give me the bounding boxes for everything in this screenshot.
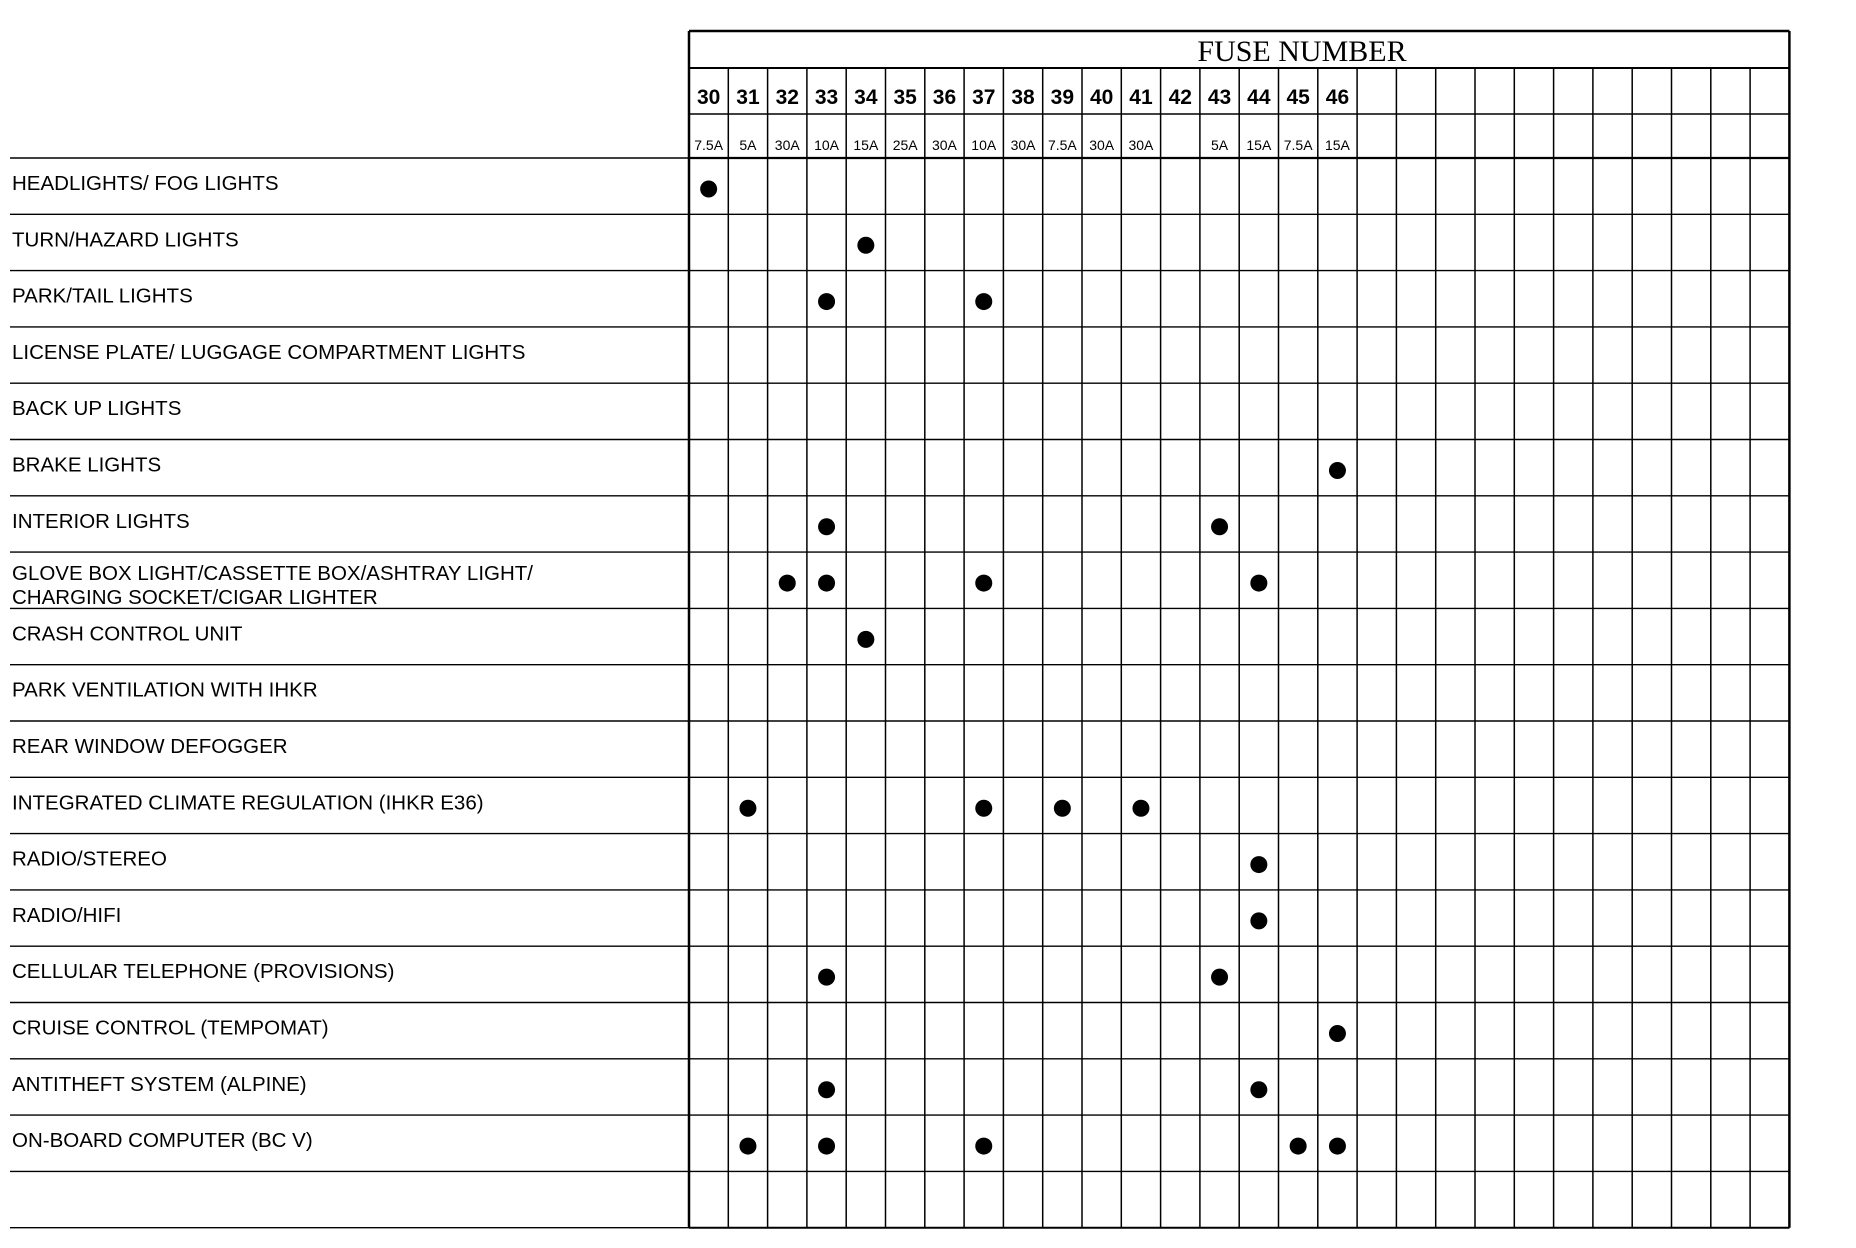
fuse-dot-44	[1250, 912, 1267, 929]
row-label-line: HEADLIGHTS/ FOG LIGHTS	[12, 172, 279, 195]
fuse-dot-33	[818, 1081, 835, 1098]
fuse-dot-33	[818, 969, 835, 986]
row-label-line: BRAKE LIGHTS	[12, 453, 162, 477]
row-label-line: CHARGING SOCKET/CIGAR LIGHTER	[12, 586, 378, 610]
fuse-dot-37	[975, 575, 992, 592]
row-label-line: RADIO/HIFI	[12, 903, 122, 927]
row-label-line: INTERIOR LIGHTS	[12, 509, 190, 533]
row-label-line: REAR WINDOW DEFOGGER	[12, 735, 288, 758]
row-label-line: ANTITHEFT SYSTEM (ALPINE)	[12, 1072, 307, 1096]
row-label-line: LICENSE PLATE/ LUGGAGE COMPARTMENT LIGHTS	[12, 340, 526, 364]
row-label-line: CELLULAR TELEPHONE (PROVISIONS)	[12, 960, 395, 984]
fuse-dot-31	[739, 800, 756, 817]
fuse-dot-37	[975, 293, 992, 310]
fuse-dot-46	[1329, 1025, 1346, 1042]
fuse-number-35: 35	[893, 86, 917, 109]
fuse-rating-39: 7.5A	[1047, 137, 1077, 153]
fuse-rating-37: 10A	[971, 137, 997, 153]
fuse-rating-35: 25A	[892, 137, 918, 153]
row-label-line: CRASH CONTROL UNIT	[12, 622, 243, 646]
row-label	[12, 172, 279, 195]
fuse-dot-30	[700, 180, 717, 197]
fuse-rating-43: 5A	[1210, 137, 1229, 153]
fuse-number-33: 33	[814, 86, 839, 109]
fuse-number-31: 31	[736, 86, 760, 109]
row-label	[12, 562, 533, 609]
fuse-rating-41: 30A	[1128, 137, 1154, 153]
fuse-dot-44	[1250, 856, 1267, 873]
row-label	[12, 735, 288, 758]
row-label-line: PARK/TAIL LIGHTS	[12, 284, 193, 308]
row-labels	[12, 172, 533, 1152]
row-label	[12, 341, 525, 364]
row-label	[12, 848, 167, 871]
row-label-line: ON-BOARD COMPUTER (BC V)	[12, 1129, 313, 1153]
fuse-number-41: 41	[1129, 86, 1153, 109]
fuse-rating-45: 7.5A	[1283, 137, 1313, 153]
fuse-dot-44	[1250, 575, 1267, 592]
row-label-line: INTEGRATED CLIMATE REGULATION (IHKR E36)	[12, 791, 484, 815]
fuse-dot-41	[1132, 800, 1149, 817]
fuse-number-38: 38	[1011, 86, 1035, 109]
fuse-dot-44	[1250, 1081, 1267, 1098]
fuse-dot-43	[1211, 518, 1228, 535]
row-label	[12, 622, 243, 645]
fuse-dot-46	[1329, 462, 1346, 479]
row-label	[12, 791, 484, 814]
row-label-line: PARK VENTILATION WITH IHKR	[12, 678, 318, 702]
fuse-rating-38: 30A	[1010, 137, 1036, 153]
fuse-rating-46: 15A	[1324, 137, 1350, 153]
row-label	[12, 1017, 329, 1040]
fuse-dot-34	[857, 237, 874, 254]
fuse-number-44: 44	[1247, 86, 1271, 109]
fuse-number-37: 37	[972, 86, 996, 109]
fuse-dot-46	[1329, 1138, 1346, 1155]
fuse-dot-37	[975, 800, 992, 817]
fuse-number-45: 45	[1286, 86, 1310, 109]
grid-lines	[10, 31, 1789, 1228]
row-label	[12, 679, 318, 702]
fuse-rating-40: 30A	[1089, 137, 1115, 153]
fuse-number-30: 30	[696, 86, 721, 109]
row-label	[12, 960, 394, 983]
fuse-rating-30: 7.5A	[694, 137, 724, 153]
fuse-dot-32	[779, 575, 796, 592]
row-label	[12, 510, 190, 533]
fuse-rating-33: 10A	[814, 137, 840, 153]
row-label	[12, 1073, 307, 1096]
fuse-number-40: 40	[1089, 86, 1114, 109]
row-label-line: TURN/HAZARD LIGHTS	[12, 228, 239, 252]
fuse-dot-31	[739, 1138, 756, 1155]
fuse-number-title: FUSE NUMBER	[1197, 35, 1407, 68]
fuse-number-39: 39	[1050, 86, 1075, 109]
row-label	[12, 228, 239, 251]
row-label-line: RADIO/STEREO	[12, 847, 167, 871]
fuse-number-46: 46	[1325, 86, 1350, 109]
row-label	[12, 904, 121, 927]
fuse-number-43: 43	[1207, 86, 1232, 109]
row-label-line: GLOVE BOX LIGHT/CASSETTE BOX/ASHTRAY LIGHT/	[12, 562, 533, 586]
fuse-dot-33	[818, 575, 835, 592]
fuse-number-42: 42	[1168, 86, 1192, 109]
fuse-dot-43	[1211, 969, 1228, 986]
row-label	[12, 454, 161, 477]
fuse-dot-39	[1054, 800, 1071, 817]
fuse-rating-36: 30A	[931, 137, 957, 153]
row-label	[12, 285, 193, 308]
fuse-number-34: 34	[854, 86, 878, 109]
fuse-dot-33	[818, 518, 835, 535]
fuse-dot-33	[818, 293, 835, 310]
fuse-number-36: 36	[932, 86, 957, 109]
fuse-rating-44: 15A	[1246, 137, 1272, 153]
fuse-dot-34	[857, 631, 874, 648]
row-label-line: CRUISE CONTROL (TEMPOMAT)	[12, 1016, 329, 1040]
fuse-dot-37	[975, 1138, 992, 1155]
row-label-line: BACK UP LIGHTS	[12, 397, 182, 421]
fuse-rating-32: 30A	[774, 137, 800, 153]
fuse-rating-34: 15A	[853, 137, 879, 153]
fuse-number-32: 32	[775, 86, 799, 109]
fuse-dot-33	[818, 1138, 835, 1155]
fuse-rating-31: 5A	[739, 137, 757, 153]
row-label	[12, 1129, 313, 1152]
row-label	[12, 397, 181, 420]
fuse-dot-45	[1290, 1138, 1307, 1155]
